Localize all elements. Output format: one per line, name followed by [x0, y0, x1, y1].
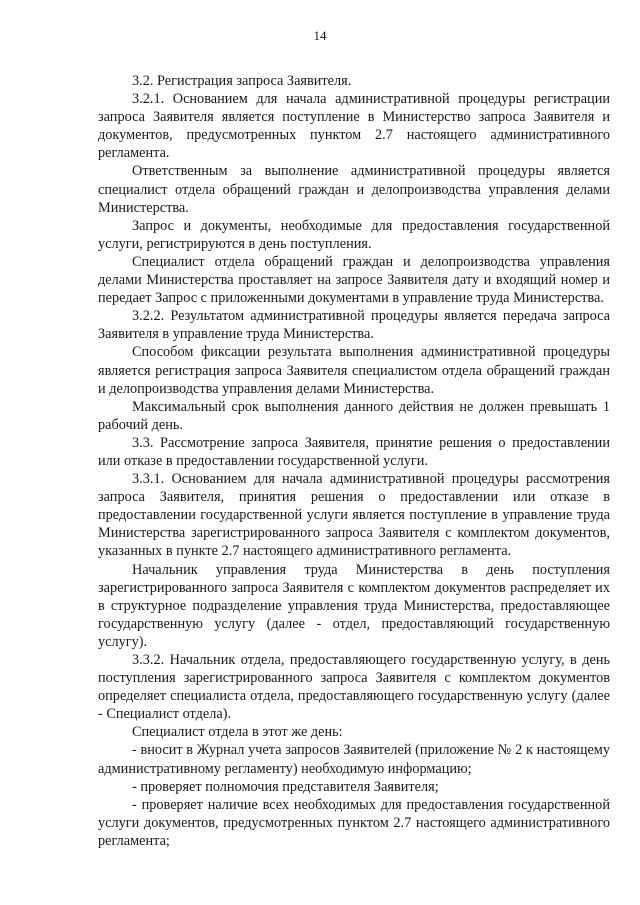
paragraph-max-term: Максимальный срок выполнения данного действия не должен превышать 1 рабочий день.	[98, 398, 610, 433]
paragraph-responsible: Ответственным за выполнение административной процедуры является специалист отдела обращений граждан и делопроизводства управления делами Министерства.	[98, 163, 610, 216]
paragraph-fixation-method: Способом фиксации результата выполнения административной процедуры является регистрация запроса Заявителя специалистом отдела обращений граждан и делопроизводства управления делами Министерства.	[98, 344, 610, 397]
list-item-journal: - вносит в Журнал учета запросов Заявителей (приложение № 2 к настоящему административному регламенту) необходимую информацию;	[98, 742, 610, 777]
paragraph-3-2-1: 3.2.1. Основанием для начала административной процедуры регистрации запроса Заявителя является поступление в Министерство запроса Заявителя и документов, предусмотренных пунктом 2.7 настоящего административного регламента.	[98, 91, 610, 162]
document-body	[98, 72, 610, 850]
paragraph-head-distributes: Начальник управления труда Министерства в день поступления зарегистрированного запроса Заявителя с комплектом документов распределяет их в структурное подразделение управления труда Министерства, предоставляющее государственную услугу (далее - отдел, предоставляющий государственную услугу).	[98, 561, 610, 650]
paragraph-same-day: Специалист отдела в этот же день:	[132, 724, 343, 741]
list-item-documents: - проверяет наличие всех необходимых для предоставления государственной услуги документов, предусмотренных пунктом 2.7 настоящего административного регламента;	[98, 796, 610, 849]
paragraph-registration-day: Запрос и документы, необходимые для предоставления государственной услуги, регистрируются в день поступления.	[98, 217, 610, 252]
paragraph-3-3-1: 3.3.1. Основанием для начала административной процедуры рассмотрения запроса Заявителя, принятия решения о предоставлении или отказе в предоставлении государственной услуги является поступление в управление труда Министерства зарегистрированного запроса Заявителя с комплектом документов, указанных в пункте 2.7 настоящего административного регламента.	[98, 471, 610, 560]
paragraph-specialist-stamps: Специалист отдела обращений граждан и делопроизводства управления делами Министерства проставляет на запросе Заявителя дату и входящий номер и передает Запрос с приложенными документами в управление труда Министерства.	[98, 253, 610, 307]
paragraph-3-3-2: 3.3.2. Начальник отдела, предоставляющего государственную услугу, в день поступления зарегистрированного запроса Заявителя с комплектом документов определяет специалиста отдела, предоставляющего государственную услугу (далее - Специалист отдела).	[98, 652, 610, 723]
section-heading-3-2: 3.2. Регистрация запроса Заявителя.	[132, 73, 352, 89]
paragraph-3-2-2: 3.2.2. Результатом административной процедуры является передача запроса Заявителя в управление труда Министерства.	[98, 308, 610, 343]
page-number: 14	[313, 28, 327, 43]
section-heading-3-3: 3.3. Рассмотрение запроса Заявителя, принятие решения о предоставлении или отказе в предоставлении государственной услуги.	[98, 434, 610, 469]
list-item-authority: - проверяет полномочия представителя Заявителя;	[132, 778, 439, 795]
